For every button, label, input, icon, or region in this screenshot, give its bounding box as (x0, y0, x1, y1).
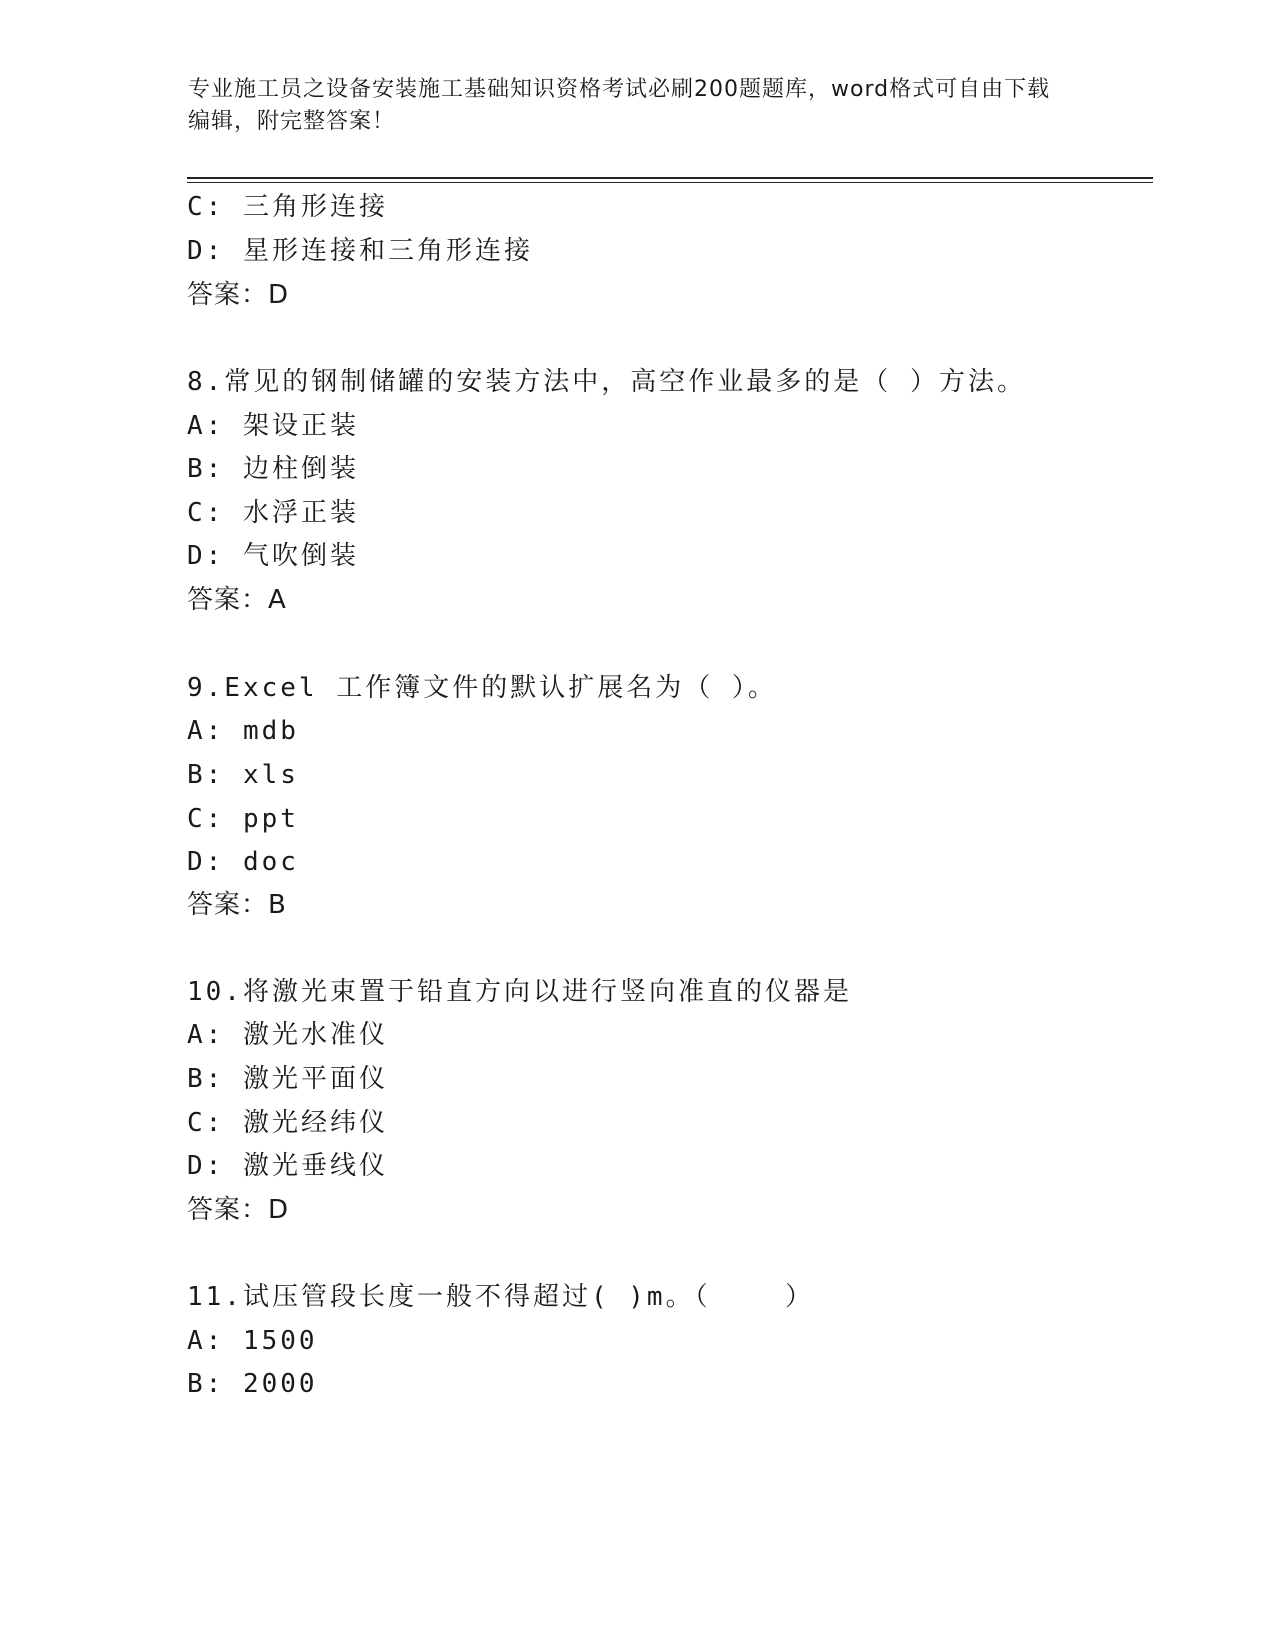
answer-line: 答案：A (187, 585, 287, 615)
option-b: B: 边柱倒装 (187, 454, 359, 484)
question-stem: 8.常见的钢制储罐的安装方法中，高空作业最多的是（ ）方法。 (187, 367, 1026, 397)
answer-line: 答案：B (187, 890, 287, 920)
option-b: B: 2000 (187, 1369, 318, 1399)
option-a: A: 激光水准仪 (187, 1020, 388, 1050)
header-rule-thick (187, 177, 1153, 179)
option-b: B: 激光平面仪 (187, 1064, 388, 1094)
question-stem: 10.将激光束置于铅直方向以进行竖向准直的仪器是 (187, 977, 852, 1007)
question-stem: 9.Excel 工作簿文件的默认扩展名为（ ）。 (187, 673, 777, 703)
option-a: A: 1500 (187, 1326, 318, 1356)
header-rule-thin (187, 182, 1153, 183)
answer-line: 答案：D (187, 280, 290, 310)
option-c: C: 三角形连接 (187, 192, 388, 222)
page-header: 专业施工员之设备安装施工基础知识资格考试必刷200题题库，word格式可自由下载编辑，附完整答案！ (188, 77, 1051, 134)
option-d: D: 激光垂线仪 (187, 1151, 388, 1181)
answer-line: 答案：D (187, 1195, 290, 1225)
option-c: C: 水浮正装 (187, 498, 359, 528)
option-d: D: doc (187, 847, 299, 877)
option-c: C: ppt (187, 804, 299, 834)
option-d: D: 星形连接和三角形连接 (187, 236, 533, 266)
question-stem: 11.试压管段长度一般不得超过( )m。（ ） (187, 1282, 815, 1312)
option-d: D: 气吹倒装 (187, 541, 359, 571)
option-b: B: xls (187, 760, 299, 790)
option-c: C: 激光经纬仪 (187, 1108, 388, 1138)
option-a: A: 架设正装 (187, 411, 359, 441)
option-a: A: mdb (187, 716, 299, 746)
